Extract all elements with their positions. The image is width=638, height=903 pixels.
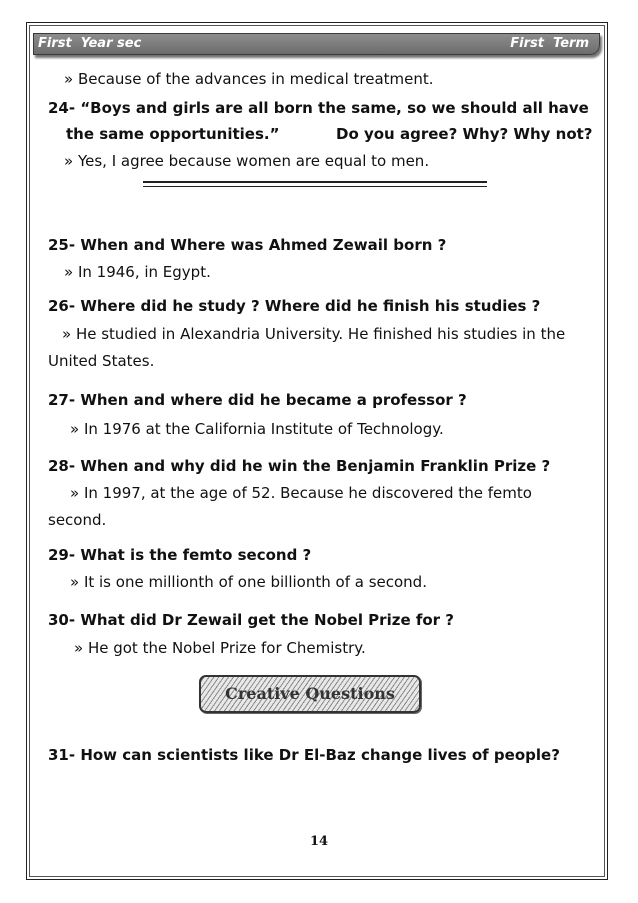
question-24-line1: 24- “Boys and girls are all born the same, so we should all have	[48, 99, 589, 117]
creative-questions-banner	[199, 675, 421, 713]
question-24-part-a: the same opportunities.”	[66, 125, 280, 143]
question-24-part-b: Do you agree? Why? Why not?	[336, 125, 593, 143]
question-26: 26- Where did he study ? Where did he finish his studies ?	[48, 297, 541, 315]
page-number: 14	[309, 834, 329, 849]
question-30: 30- What did Dr Zewail get the Nobel Prize for ?	[48, 611, 454, 629]
answer-28-line1: » In 1997, at the age of 52. Because he discovered the femto	[70, 484, 532, 502]
answer-25: » In 1946, in Egypt.	[64, 263, 211, 281]
header-year-label: First Year sec	[38, 36, 142, 51]
page-header-bar	[33, 33, 600, 55]
answer-28-line2: second.	[48, 511, 107, 529]
answer-30: » He got the Nobel Prize for Chemistry.	[74, 639, 366, 657]
answer-27: » In 1976 at the California Institute of Technology.	[70, 420, 444, 438]
question-28: 28- When and why did he win the Benjamin Franklin Prize ?	[48, 457, 551, 475]
creative-questions-title: Creative Questions	[225, 684, 395, 703]
question-27: 27- When and where did he became a professor ?	[48, 391, 467, 409]
header-term-label: First Term	[510, 36, 589, 51]
answer-26-line1: » He studied in Alexandria University. He finished his studies in the	[62, 325, 566, 343]
answer-24: » Yes, I agree because women are equal to men.	[64, 152, 430, 170]
question-24-line2	[66, 124, 594, 144]
question-31: 31- How can scientists like Dr El-Baz change lives of people?	[48, 746, 560, 764]
answer-23: » Because of the advances in medical treatment.	[64, 70, 434, 88]
question-29: 29- What is the femto second ?	[48, 546, 312, 564]
section-divider	[143, 181, 487, 187]
answer-29: » It is one millionth of one billionth of a second.	[70, 573, 427, 591]
answer-26-line2: United States.	[48, 352, 155, 370]
question-25: 25- When and Where was Ahmed Zewail born ?	[48, 236, 447, 254]
